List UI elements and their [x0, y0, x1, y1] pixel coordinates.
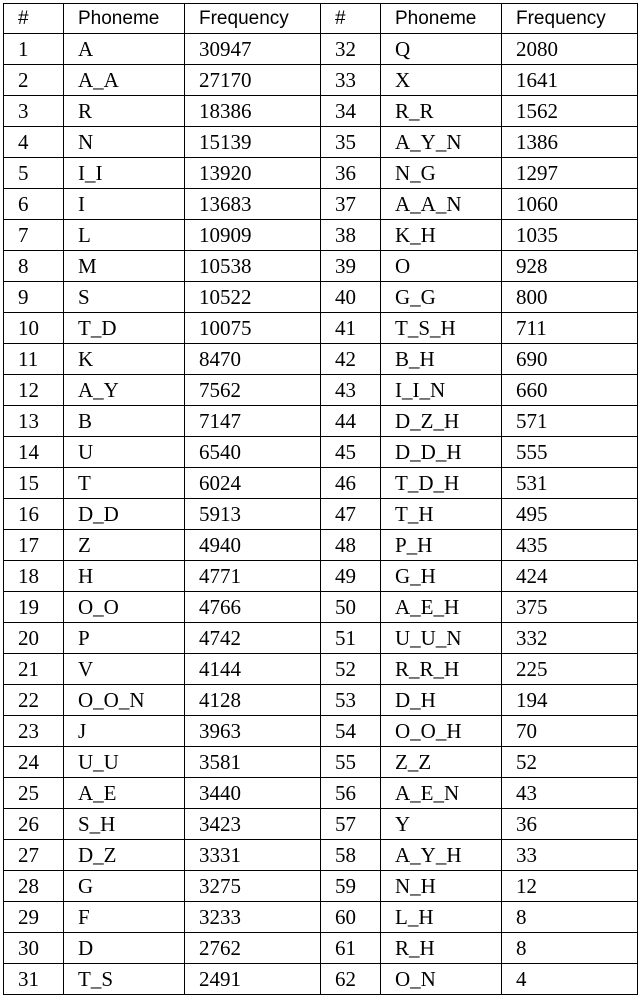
cell-frequency-left: 13683 [185, 189, 321, 220]
table-row [4, 127, 638, 158]
cell-phoneme-right: D_D_H [381, 437, 502, 468]
cell-phoneme-right: T_H [381, 499, 502, 530]
cell-phoneme-right: N_H [381, 871, 502, 902]
cell-frequency-right: 711 [502, 313, 638, 344]
cell-phoneme-right: K_H [381, 220, 502, 251]
cell-frequency-left: 4144 [185, 654, 321, 685]
table-row [4, 933, 638, 964]
cell-index-right: 38 [321, 220, 381, 251]
table-row [4, 34, 638, 65]
cell-phoneme-left: P [64, 623, 185, 654]
cell-index-left: 25 [4, 778, 64, 809]
cell-phoneme-left: G [64, 871, 185, 902]
cell-frequency-right: 495 [502, 499, 638, 530]
cell-phoneme-right: R_R [381, 96, 502, 127]
cell-phoneme-right: O_O_H [381, 716, 502, 747]
cell-frequency-left: 3331 [185, 840, 321, 871]
cell-frequency-left: 13920 [185, 158, 321, 189]
table-row [4, 623, 638, 654]
cell-phoneme-right: Z_Z [381, 747, 502, 778]
cell-frequency-right: 531 [502, 468, 638, 499]
cell-phoneme-left: V [64, 654, 185, 685]
table-row [4, 871, 638, 902]
cell-index-left: 4 [4, 127, 64, 158]
cell-frequency-left: 2762 [185, 933, 321, 964]
cell-frequency-right: 8 [502, 902, 638, 933]
cell-phoneme-right: U_U_N [381, 623, 502, 654]
table-row [4, 375, 638, 406]
cell-frequency-left: 3275 [185, 871, 321, 902]
header-index-left: # [4, 4, 64, 34]
cell-frequency-left: 10075 [185, 313, 321, 344]
cell-phoneme-right: L_H [381, 902, 502, 933]
cell-frequency-right: 555 [502, 437, 638, 468]
cell-index-left: 2 [4, 65, 64, 96]
cell-frequency-left: 8470 [185, 344, 321, 375]
cell-frequency-right: 1386 [502, 127, 638, 158]
cell-index-right: 55 [321, 747, 381, 778]
table-row [4, 747, 638, 778]
table-row [4, 964, 638, 995]
cell-index-left: 5 [4, 158, 64, 189]
cell-index-left: 12 [4, 375, 64, 406]
cell-phoneme-right: Q [381, 34, 502, 65]
cell-frequency-left: 4128 [185, 685, 321, 716]
table-row [4, 282, 638, 313]
table-row [4, 654, 638, 685]
cell-index-left: 16 [4, 499, 64, 530]
table-row [4, 96, 638, 127]
cell-index-right: 44 [321, 406, 381, 437]
cell-index-right: 48 [321, 530, 381, 561]
cell-phoneme-right: T_D_H [381, 468, 502, 499]
cell-index-left: 9 [4, 282, 64, 313]
cell-index-left: 27 [4, 840, 64, 871]
cell-frequency-right: 800 [502, 282, 638, 313]
cell-phoneme-left: U [64, 437, 185, 468]
cell-phoneme-left: U_U [64, 747, 185, 778]
cell-frequency-right: 225 [502, 654, 638, 685]
cell-phoneme-right: T_S_H [381, 313, 502, 344]
cell-frequency-right: 1060 [502, 189, 638, 220]
cell-phoneme-right: X [381, 65, 502, 96]
table-body [4, 34, 638, 995]
table-row [4, 685, 638, 716]
cell-index-left: 7 [4, 220, 64, 251]
cell-frequency-right: 8 [502, 933, 638, 964]
cell-frequency-left: 3581 [185, 747, 321, 778]
cell-index-left: 31 [4, 964, 64, 995]
cell-index-left: 15 [4, 468, 64, 499]
cell-frequency-right: 690 [502, 344, 638, 375]
cell-frequency-right: 332 [502, 623, 638, 654]
cell-index-right: 59 [321, 871, 381, 902]
cell-index-left: 14 [4, 437, 64, 468]
cell-index-left: 30 [4, 933, 64, 964]
cell-phoneme-left: A_A [64, 65, 185, 96]
cell-index-right: 33 [321, 65, 381, 96]
cell-index-right: 46 [321, 468, 381, 499]
cell-phoneme-right: P_H [381, 530, 502, 561]
table-row [4, 158, 638, 189]
cell-index-right: 57 [321, 809, 381, 840]
cell-phoneme-left: I [64, 189, 185, 220]
cell-index-right: 54 [321, 716, 381, 747]
cell-phoneme-left: J [64, 716, 185, 747]
cell-index-left: 6 [4, 189, 64, 220]
cell-frequency-right: 424 [502, 561, 638, 592]
cell-index-left: 10 [4, 313, 64, 344]
cell-phoneme-left: I_I [64, 158, 185, 189]
header-frequency-right: Frequency [502, 4, 638, 34]
cell-index-right: 53 [321, 685, 381, 716]
cell-index-right: 56 [321, 778, 381, 809]
cell-index-right: 37 [321, 189, 381, 220]
table-row [4, 840, 638, 871]
cell-phoneme-left: D_Z [64, 840, 185, 871]
cell-index-left: 23 [4, 716, 64, 747]
cell-index-left: 20 [4, 623, 64, 654]
table-row [4, 902, 638, 933]
table-row [4, 530, 638, 561]
header-phoneme-right: Phoneme [381, 4, 502, 34]
cell-index-right: 47 [321, 499, 381, 530]
table-row [4, 406, 638, 437]
table-row [4, 499, 638, 530]
cell-frequency-left: 4742 [185, 623, 321, 654]
cell-index-right: 61 [321, 933, 381, 964]
cell-frequency-left: 3440 [185, 778, 321, 809]
cell-frequency-right: 52 [502, 747, 638, 778]
cell-index-right: 62 [321, 964, 381, 995]
cell-phoneme-left: R [64, 96, 185, 127]
cell-frequency-right: 375 [502, 592, 638, 623]
cell-phoneme-left: S_H [64, 809, 185, 840]
cell-phoneme-left: Z [64, 530, 185, 561]
cell-frequency-left: 3423 [185, 809, 321, 840]
cell-frequency-left: 3233 [185, 902, 321, 933]
cell-index-left: 17 [4, 530, 64, 561]
cell-phoneme-right: A_Y_N [381, 127, 502, 158]
cell-phoneme-left: T [64, 468, 185, 499]
cell-frequency-right: 36 [502, 809, 638, 840]
table-row [4, 809, 638, 840]
cell-phoneme-left: D_D [64, 499, 185, 530]
cell-phoneme-left: A_E [64, 778, 185, 809]
table-row [4, 220, 638, 251]
table-row [4, 65, 638, 96]
cell-index-right: 60 [321, 902, 381, 933]
cell-frequency-right: 194 [502, 685, 638, 716]
cell-phoneme-left: N [64, 127, 185, 158]
cell-frequency-left: 3963 [185, 716, 321, 747]
cell-phoneme-right: B_H [381, 344, 502, 375]
cell-phoneme-left: F [64, 902, 185, 933]
cell-index-right: 52 [321, 654, 381, 685]
cell-index-right: 40 [321, 282, 381, 313]
cell-frequency-right: 70 [502, 716, 638, 747]
cell-index-left: 19 [4, 592, 64, 623]
cell-index-left: 24 [4, 747, 64, 778]
cell-phoneme-left: S [64, 282, 185, 313]
cell-phoneme-right: O_N [381, 964, 502, 995]
cell-index-left: 29 [4, 902, 64, 933]
cell-phoneme-left: D [64, 933, 185, 964]
header-phoneme-left: Phoneme [64, 4, 185, 34]
cell-phoneme-right: G_H [381, 561, 502, 592]
cell-frequency-right: 1035 [502, 220, 638, 251]
cell-index-right: 34 [321, 96, 381, 127]
table-row [4, 592, 638, 623]
cell-frequency-right: 1641 [502, 65, 638, 96]
header-index-right: # [321, 4, 381, 34]
cell-phoneme-left: T_S [64, 964, 185, 995]
cell-phoneme-left: K [64, 344, 185, 375]
cell-frequency-left: 6540 [185, 437, 321, 468]
cell-phoneme-right: N_G [381, 158, 502, 189]
cell-index-right: 36 [321, 158, 381, 189]
cell-frequency-right: 4 [502, 964, 638, 995]
cell-phoneme-left: L [64, 220, 185, 251]
cell-phoneme-right: I_I_N [381, 375, 502, 406]
cell-phoneme-right: R_H [381, 933, 502, 964]
table-row [4, 437, 638, 468]
cell-phoneme-right: D_H [381, 685, 502, 716]
cell-index-right: 58 [321, 840, 381, 871]
cell-frequency-left: 30947 [185, 34, 321, 65]
phoneme-frequency-table [3, 3, 638, 995]
cell-phoneme-left: O_O_N [64, 685, 185, 716]
table-row [4, 716, 638, 747]
cell-index-right: 39 [321, 251, 381, 282]
table-row [4, 778, 638, 809]
cell-frequency-right: 12 [502, 871, 638, 902]
cell-frequency-right: 33 [502, 840, 638, 871]
cell-phoneme-right: R_R_H [381, 654, 502, 685]
cell-index-right: 35 [321, 127, 381, 158]
table-row [4, 561, 638, 592]
header-row [4, 4, 638, 34]
cell-phoneme-left: H [64, 561, 185, 592]
cell-index-right: 50 [321, 592, 381, 623]
cell-phoneme-right: Y [381, 809, 502, 840]
cell-phoneme-right: A_Y_H [381, 840, 502, 871]
table-row [4, 468, 638, 499]
cell-frequency-left: 18386 [185, 96, 321, 127]
cell-frequency-left: 4771 [185, 561, 321, 592]
cell-phoneme-right: O [381, 251, 502, 282]
cell-phoneme-right: D_Z_H [381, 406, 502, 437]
cell-phoneme-right: A_A_N [381, 189, 502, 220]
cell-phoneme-left: A [64, 34, 185, 65]
cell-index-left: 18 [4, 561, 64, 592]
cell-frequency-left: 15139 [185, 127, 321, 158]
cell-phoneme-right: G_G [381, 282, 502, 313]
cell-phoneme-left: A_Y [64, 375, 185, 406]
cell-frequency-left: 6024 [185, 468, 321, 499]
cell-frequency-left: 27170 [185, 65, 321, 96]
cell-index-left: 11 [4, 344, 64, 375]
table-row [4, 313, 638, 344]
cell-frequency-right: 43 [502, 778, 638, 809]
cell-frequency-right: 1562 [502, 96, 638, 127]
cell-index-right: 42 [321, 344, 381, 375]
cell-index-left: 13 [4, 406, 64, 437]
cell-frequency-left: 5913 [185, 499, 321, 530]
cell-frequency-left: 10522 [185, 282, 321, 313]
cell-phoneme-left: M [64, 251, 185, 282]
cell-frequency-left: 7562 [185, 375, 321, 406]
cell-frequency-right: 435 [502, 530, 638, 561]
cell-frequency-left: 10538 [185, 251, 321, 282]
cell-phoneme-right: A_E_H [381, 592, 502, 623]
cell-frequency-left: 7147 [185, 406, 321, 437]
cell-index-left: 21 [4, 654, 64, 685]
cell-index-right: 43 [321, 375, 381, 406]
cell-frequency-left: 2491 [185, 964, 321, 995]
cell-frequency-left: 10909 [185, 220, 321, 251]
cell-phoneme-left: B [64, 406, 185, 437]
table-row [4, 344, 638, 375]
cell-index-right: 45 [321, 437, 381, 468]
cell-frequency-left: 4940 [185, 530, 321, 561]
cell-frequency-left: 4766 [185, 592, 321, 623]
cell-index-right: 32 [321, 34, 381, 65]
cell-index-left: 1 [4, 34, 64, 65]
cell-index-left: 28 [4, 871, 64, 902]
cell-frequency-right: 1297 [502, 158, 638, 189]
cell-index-left: 3 [4, 96, 64, 127]
cell-index-left: 26 [4, 809, 64, 840]
cell-frequency-right: 571 [502, 406, 638, 437]
table-row [4, 251, 638, 282]
header-frequency-left: Frequency [185, 4, 321, 34]
cell-phoneme-left: T_D [64, 313, 185, 344]
table-row [4, 189, 638, 220]
cell-index-left: 8 [4, 251, 64, 282]
cell-index-right: 41 [321, 313, 381, 344]
cell-frequency-right: 2080 [502, 34, 638, 65]
cell-index-right: 51 [321, 623, 381, 654]
cell-frequency-right: 928 [502, 251, 638, 282]
cell-phoneme-right: A_E_N [381, 778, 502, 809]
cell-index-right: 49 [321, 561, 381, 592]
cell-phoneme-left: O_O [64, 592, 185, 623]
cell-frequency-right: 660 [502, 375, 638, 406]
cell-index-left: 22 [4, 685, 64, 716]
